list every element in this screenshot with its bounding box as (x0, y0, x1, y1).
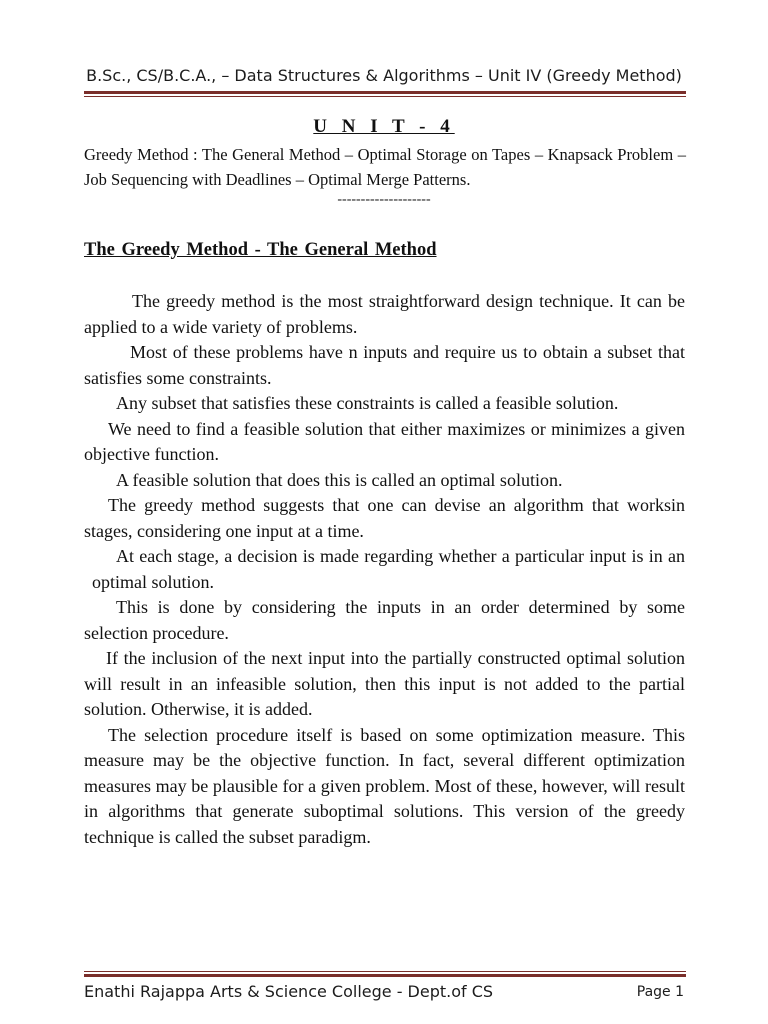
paragraph: A feasible solution that does this is called an optimal solution. (116, 469, 563, 490)
paragraph: At each stage, a decision is made regarding whether a particular input is in an optimal solution. (92, 546, 685, 592)
header-rule-thin (84, 96, 686, 97)
footer-college: Enathi Rajappa Arts & Science College - Dept.of CS (84, 982, 494, 1001)
body-text (84, 289, 685, 850)
paragraph: Most of these problems have n inputs and require us to obtain a subset that satisfies some constraints. (84, 342, 685, 388)
paragraph: The greedy method is the most straightforward design technique. It can be applied to a wide variety of problems. (84, 291, 685, 337)
unit-subtitle: Greedy Method : The General Method – Optimal Storage on Tapes – Knapsack Problem – Job Sequencing with Deadlines – Optimal Merge Patterns. (84, 145, 686, 189)
paragraph: The selection procedure itself is based on some optimization measure. This measure may be the objective function. In fact, several different optimization measures may be plausible for a given problem. Most of these, however, will result in algorithms that generate suboptimal solutions. This version of the greedy technique is called the subset paradigm. (84, 724, 685, 847)
paragraph: If the inclusion of the next input into the partially constructed optimal solution will result in an infeasible solution, then this input is not added to the partial solution. Otherwise, it is added. (84, 648, 685, 719)
header-title: B.Sc., CS/B.C.A., – Data Structures & Algorithms – Unit IV (Greedy Method) (86, 66, 682, 85)
paragraph: The greedy method suggests that one can devise an algorithm that worksin stages, considering one input at a time. (84, 495, 685, 541)
footer-page-number: Page 1 (636, 984, 684, 1000)
unit-divider: -------------------- (337, 192, 431, 207)
header-rule-thick (84, 91, 686, 94)
section-heading: The Greedy Method - The General Method (84, 240, 437, 260)
footer-rule-thin (84, 971, 686, 972)
paragraph: This is done by considering the inputs in an order determined by some selection procedure. (84, 597, 685, 643)
paragraph: Any subset that satisfies these constraints is called a feasible solution. (116, 393, 619, 413)
paragraph: We need to find a feasible solution that either maximizes or minimizes a given objective function. (84, 418, 685, 464)
unit-title: U N I T - 4 (313, 116, 455, 137)
footer-rule-thick (84, 974, 686, 977)
